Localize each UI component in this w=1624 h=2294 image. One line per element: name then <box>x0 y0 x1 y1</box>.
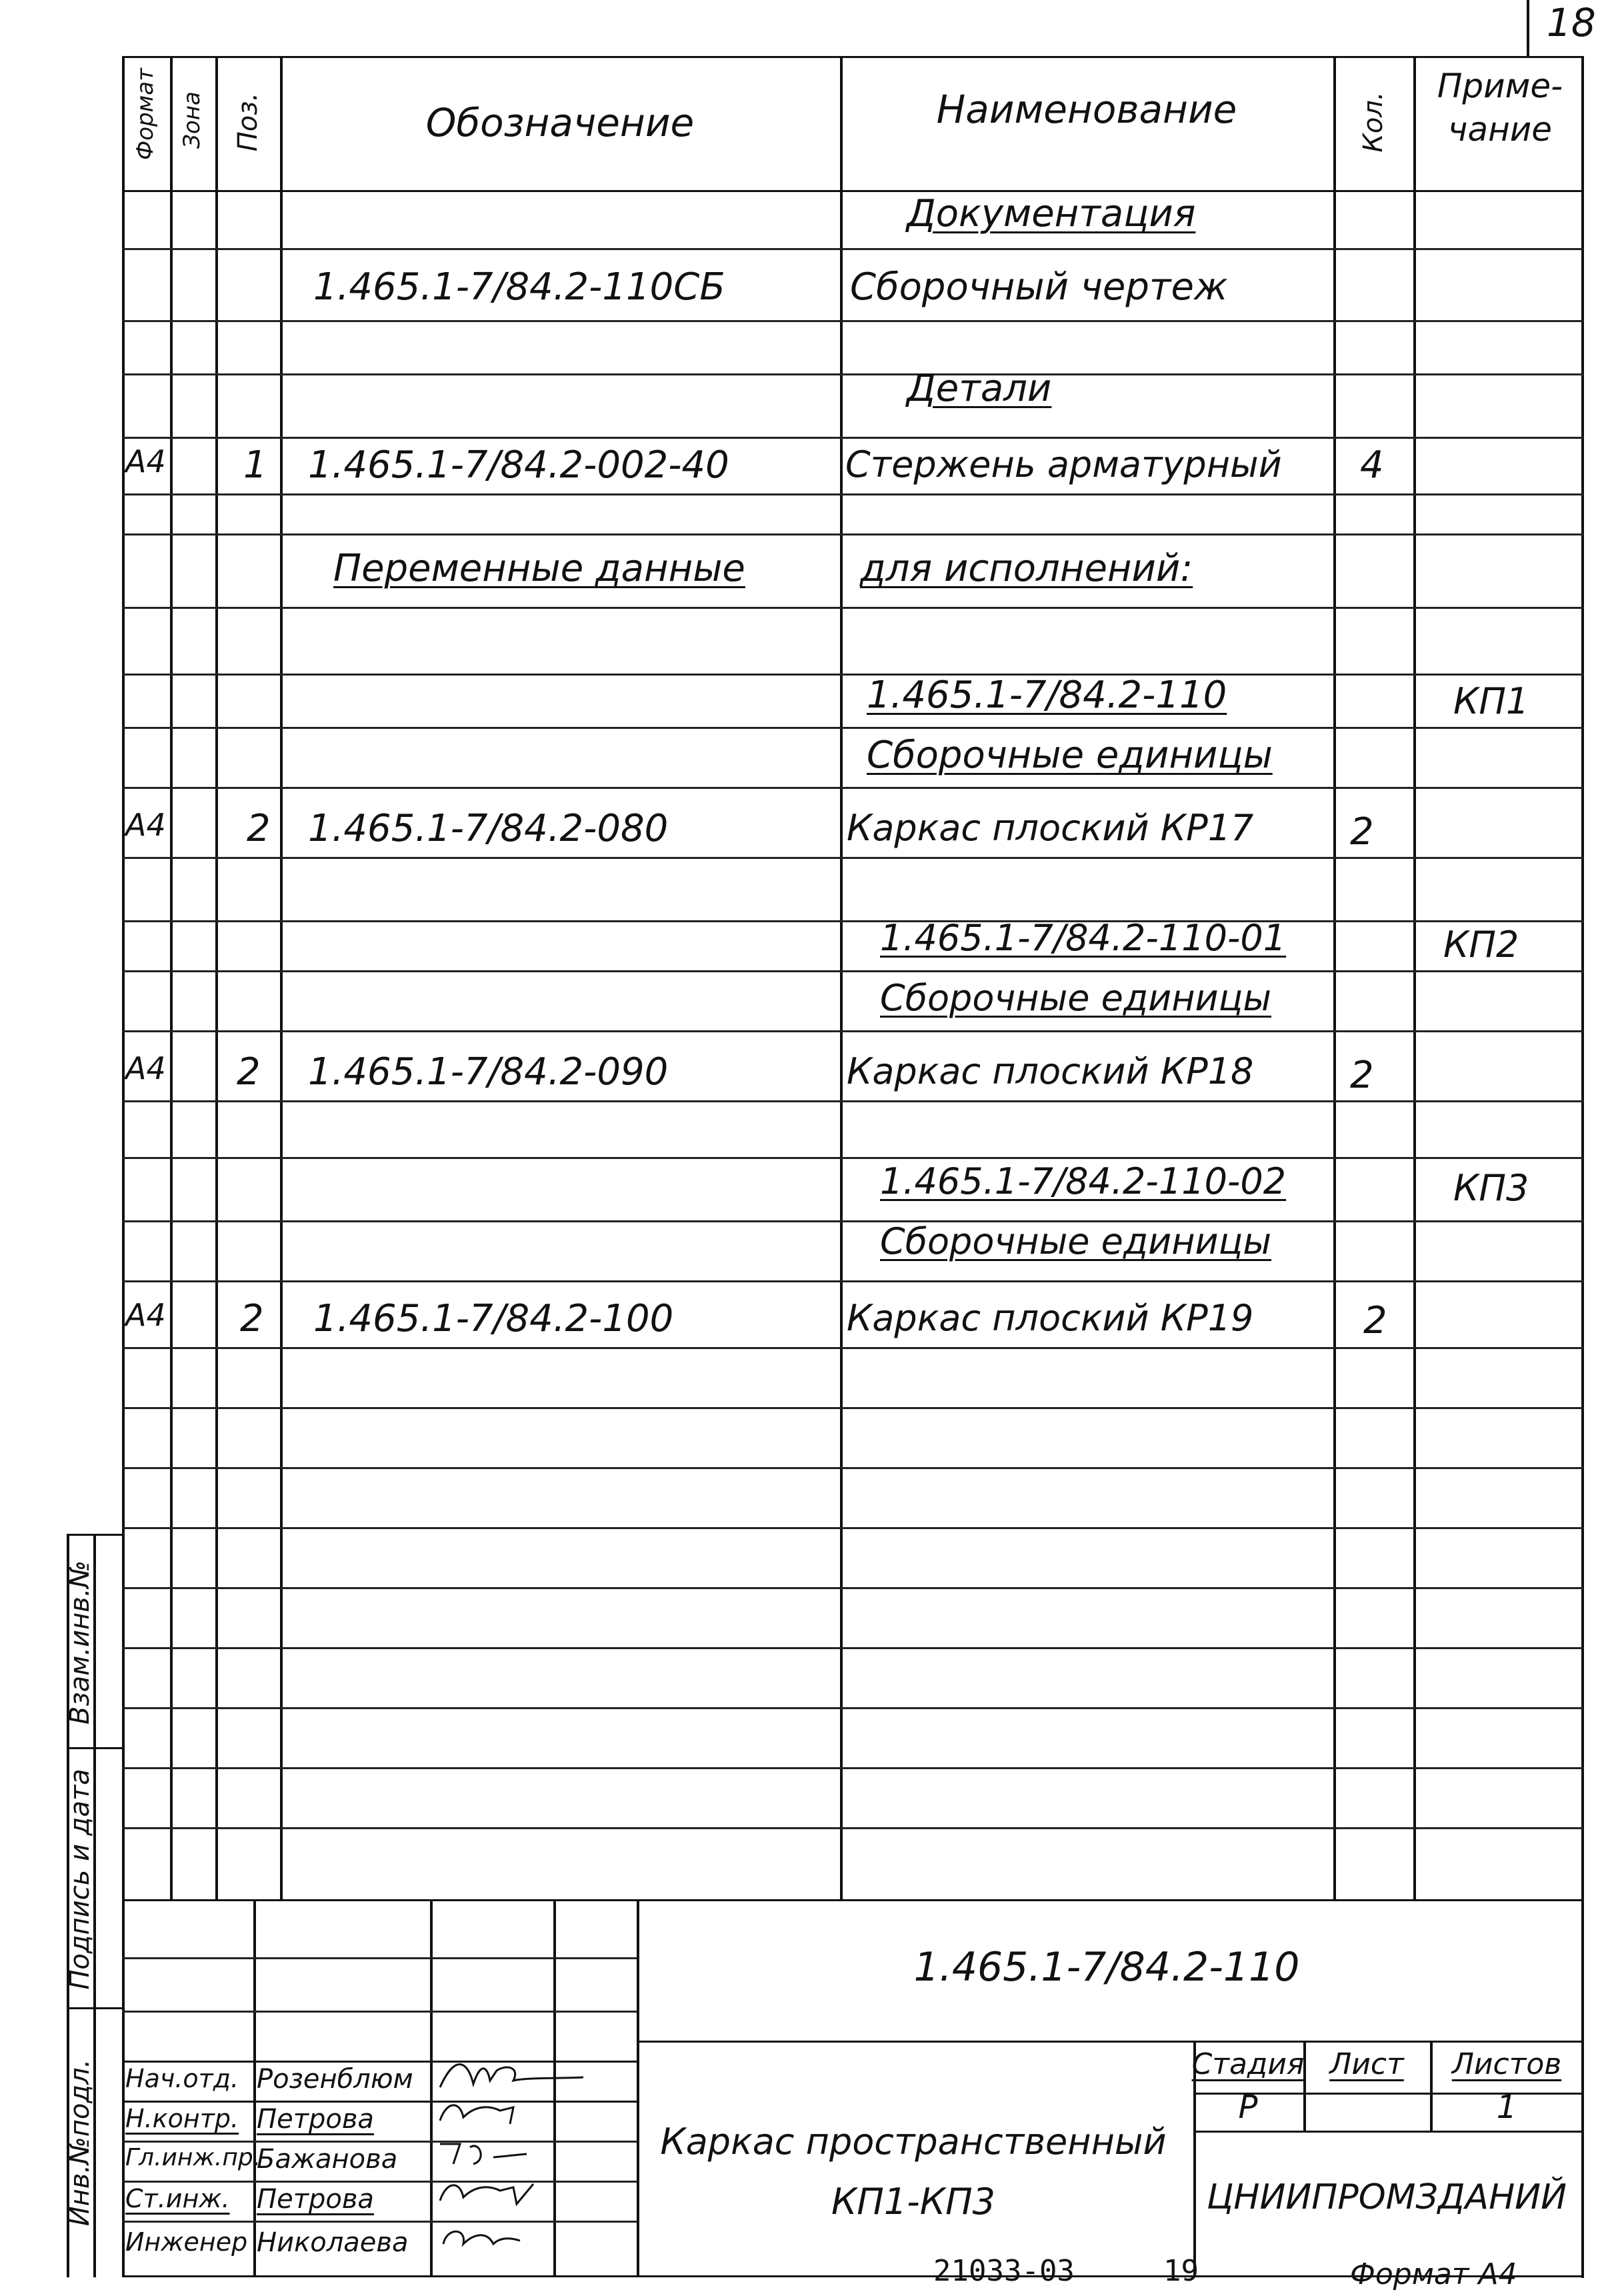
page-number: 18 <box>1547 0 1596 45</box>
signer-role: Ст.инж. <box>125 2184 230 2213</box>
signer-name: Николаева <box>257 2227 409 2258</box>
row-name: Каркас плоский КР18 <box>847 1050 1254 1092</box>
row-designation: 1.465.1-7/84.2-002-40 <box>308 443 729 487</box>
signature-scribble <box>433 2217 527 2257</box>
document-subtitle: КП1-КП3 <box>831 2181 996 2223</box>
header-designation: Обозначение <box>425 100 695 145</box>
header-qty: Кол. <box>1358 91 1389 153</box>
row-format: А4 <box>125 1297 166 1333</box>
format-label: Формат А4 <box>1350 2257 1517 2291</box>
signer-name: Бажанова <box>257 2144 398 2175</box>
variant-code: 1.465.1-7/84.2-110 <box>867 674 1227 717</box>
variant-code: 1.465.1-7/84.2-110-02 <box>880 1160 1287 1202</box>
row-format: А4 <box>125 807 166 843</box>
signer-role: Гл.инж.пр. <box>125 2144 261 2171</box>
section-heading: Сборочные единицы <box>867 734 1273 777</box>
signature-scribble <box>433 2134 540 2174</box>
row-designation: 1.465.1-7/84.2-080 <box>308 807 669 850</box>
signer-role: Нач.отд. <box>125 2064 239 2093</box>
signer-role: Н.контр. <box>125 2104 239 2133</box>
variable-data-label: Переменные данные <box>333 547 745 590</box>
header-format: Формат <box>132 68 159 160</box>
header-zone: Зона <box>179 91 205 149</box>
row-name: Каркас плоский КР17 <box>847 807 1254 849</box>
row-designation: 1.465.1-7/84.2-100 <box>313 1297 674 1340</box>
row-pos: 2 <box>240 1297 264 1340</box>
variable-data-label-tail: для исполнений: <box>860 547 1193 590</box>
row-name: Сборочный чертеж <box>850 265 1228 309</box>
archive-page: 19 <box>1163 2254 1199 2288</box>
signer-name: Петрова <box>257 2184 374 2215</box>
row-designation: 1.465.1-7/84.2-110СБ <box>313 265 725 309</box>
sheets-value: 1 <box>1496 2089 1517 2126</box>
row-format: А4 <box>125 1050 166 1086</box>
row-qty: 2 <box>1363 1299 1387 1342</box>
variant-note: КП1 <box>1453 680 1529 722</box>
row-name: Стержень арматурный <box>845 443 1282 485</box>
row-qty: 4 <box>1360 443 1384 487</box>
sheets-label: Листов <box>1451 2047 1562 2081</box>
stage-label: Стадия <box>1191 2047 1305 2081</box>
section-heading: Документация <box>907 192 1196 235</box>
inv-no-label: Инв.№подл. <box>65 2059 95 2227</box>
document-title: Каркас пространственный <box>660 2121 1167 2163</box>
signer-role: Инженер <box>125 2227 248 2257</box>
row-designation: 1.465.1-7/84.2-090 <box>308 1050 669 1094</box>
variant-code: 1.465.1-7/84.2-110-01 <box>880 917 1287 959</box>
organization-name: ЦНИИПРОМЗДАНИЙ <box>1207 2177 1567 2217</box>
signature-scribble <box>433 2174 553 2214</box>
signer-name: Петрова <box>257 2104 374 2135</box>
row-qty: 2 <box>1350 810 1374 854</box>
signer-name: Розенблюм <box>257 2064 413 2095</box>
signature-scribble <box>433 2094 553 2134</box>
header-note-line2: чание <box>1447 110 1553 149</box>
row-pos: 2 <box>237 1050 261 1094</box>
variant-note: КП2 <box>1443 924 1519 966</box>
variant-note: КП3 <box>1453 1167 1529 1209</box>
sheet-label: Лист <box>1329 2047 1404 2081</box>
archive-number: 21033-03 <box>933 2254 1075 2288</box>
header-name: Наименование <box>936 87 1237 132</box>
stage-value: Р <box>1238 2089 1258 2126</box>
row-qty: 2 <box>1350 1054 1374 1097</box>
header-pos: Поз. <box>233 92 263 152</box>
row-format: А4 <box>125 443 166 479</box>
replace-inv-label: Взам.инв.№ <box>65 1560 95 1725</box>
header-note-line1: Приме- <box>1437 67 1563 105</box>
section-heading: Сборочные единицы <box>880 1220 1272 1262</box>
document-code: 1.465.1-7/84.2-110 <box>913 1944 1300 1991</box>
row-pos: 2 <box>247 807 271 850</box>
row-pos: 1 <box>243 443 267 487</box>
section-heading: Сборочные единицы <box>880 977 1272 1019</box>
sign-date-label: Подпись и дата <box>65 1769 95 1990</box>
row-name: Каркас плоский КР19 <box>847 1297 1254 1339</box>
section-heading: Детали <box>907 367 1052 410</box>
